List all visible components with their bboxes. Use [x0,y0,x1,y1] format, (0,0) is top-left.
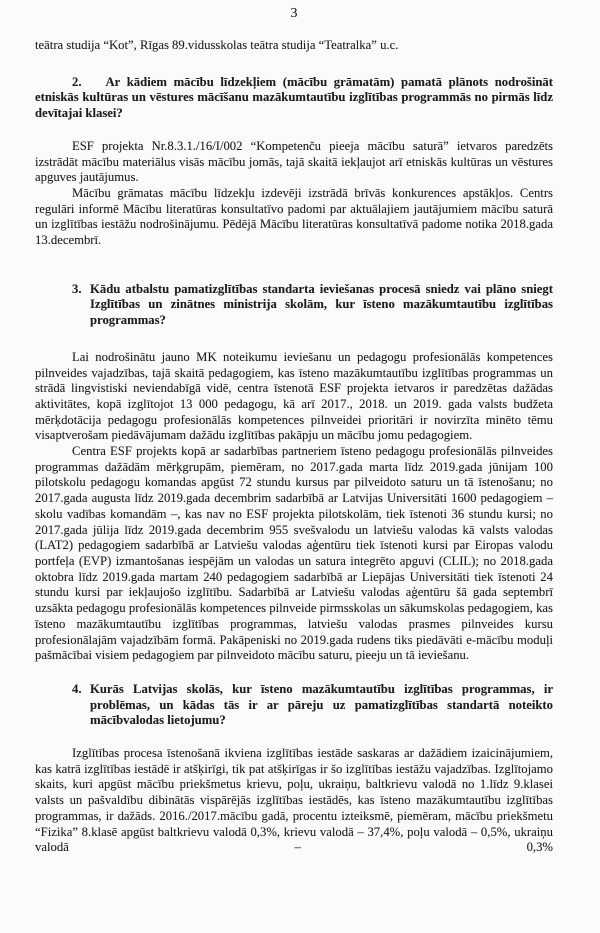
question-3-number: 3. [72,281,82,296]
question-4 [35,682,553,729]
page-number: 3 [290,6,298,21]
answer-3-paragraph-2: Centra ESF projekts kopā ar sadarbības partneriem īsteno pedagogu profesionālās pilnveides programmas dažādām mērķgrupām, piemēram, no 2017.gada marta līdz 2019.gada jūnijam 100 pilotskolu pedagogu komandas apgūst 72 stundu kursus par pilveidoto saturu un tā īstenošanu; no 2017.gada augusta līdz 2019.gada decembrim sadarbībā ar Latvijas Universitāti 1600 pedagogiem – skolu vadības komandām –, kas nav no ESF projekta pilotskolām, tiek īstenoti 36 stundu kursi; no 2017.gada jūlija līdz 2019.gada decembrim 955 svešvalodu un latviešu valodas kā valsts valodas (LAT2) pedagogiem sadarbībā ar Latviešu valodas aģentūru tiek īstenoti kursi par Eiropas valodu portfeļa (EVP) izmantošanas iespējām un valodas un satura integrēto apguvi (CLIL); no 2018.gada oktobra līdz 2019.gada martam 240 pedagogiem sadarbībā ar Liepājas Universitāti tiek īstenoti 24 stundu kursi par iekļaujošo izglītību. Sadarbībā ar Latviešu valodas aģentūru šā gada septembrī uzsākta pedagogu profesionālās kompetences pilnveide pirmsskolas un sākumskolas pedagogiem, kas īsteno mazākumtautību izglītības programmas, latviešu valodas prasmes pilnveides kursu profesionālajām vajadzībām formā. Pakāpeniski no 2019.gada rudens tiks piedāvāti e-mācību moduļi pašmācībai visiem pedagogiem par pilnveidoto mācību saturu, pieeju un tā ieviešanu. [35,444,553,663]
answer-4-paragraph-1: Izglītības procesa īstenošanā ikviena izglītības iestāde saskaras ar dažādiem izaicinājumiem, kas katrā izglītības iestādē ir atšķirīgi, tik pat atšķirīgas ir šo izglītības iestāžu vajadzības. Izglītojamo skaits, kuri apgūst mācību priekšmetus krievu, poļu, ukraiņu, baltkrievu valodā no 1.līdz 9.klasei valsts un pašvaldību dibinātās vispārējās izglītības iestādēs, kas īsteno mazākumtautību izglītības programmas, ir dažāds. 2016./2017.mācību gadā, procentu izteiksmē, piemēram, mācību priekšmetu “Fizika” 8.klasē apgūst baltkrievu valodā 0,3%, krievu valodā – 37,4%, poļu valodā – 0,5%, ukraiņu valodā – 0,3% [35,746,553,855]
answer-2-paragraph-2: Mācību grāmatas mācību līdzekļu izdevēji izstrādā brīvās konkurences apstākļos. Centrs regulāri informē Mācību literatūras konsultatīvo padomi par aktuālajiem jautājumiem mācību saturā un izglītības iestāžu nodrošinājumu. Pēdējā Mācību literatūras konsultatīvā padome notika 2018.gada 13.decembrī. [35,185,553,248]
answer-2-paragraph-1: ESF projekta Nr.8.3.1./16/I/002 “Kompetenču pieeja mācību saturā” ietvaros paredzēts izstrādāt mācību materiālus visās mācību jomās, tajā skaitā iekļaujot arī etniskās kultūras un vēstures apguves jautājumus. [35,138,553,185]
question-4-number: 4. [72,681,82,696]
answer-3-paragraph-1: Lai nodrošinātu jauno MK noteikumu ieviešanu un pedagogu profesionālās kompetences pilnveides vajadzības, tajā skaitā pedagogiem, kas īsteno mazākumtautību izglītības programmas un strādā lingvistiski neviendabīgā vidē, centra īstenotā ESF projekta ietvaros ir paredzētas dažādas aktivitātes, kopā izglītojot 13 000 pedagogu, kā arī 2017., 2018. un 2019. gada valsts budžeta mērķdotācija pedagogu profesionālās kompetences pilnveidei prioritāri ir novirzīta minēto tēmu visaptverošam piedāvājumam dažādu izglītības pakāpju un mācību jomu pedagogiem. [35,349,553,443]
question-2 [35,75,553,122]
question-2-text: Ar kādiem mācību līdzekļiem (mācību grāmatām) pamatā plānots nodrošināt etniskās kultūras un vēstures mācīšanu mazākumtautību izglītības programmās no pirmās līdz devītajai klasei? [35,74,553,121]
paragraph-intro: teātra studija “Kot”, Rīgas 89.vidusskolas teātra studija “Teatralka” u.c. [35,38,399,52]
question-3-text: Kādu atbalstu pamatizglītības standarta ieviešanas procesā sniedz vai plāno sniegt Izglītības un zinātnes ministrija skolām, kur īsteno mazākumtautību izglītības programmas? [90,281,553,328]
question-4-text: Kurās Latvijas skolās, kur īsteno mazākumtautību izglītības programmas, ir problēmas, un kādas tās ir ar pāreju uz pamatizglītības standartā noteikto mācībvalodas lietojumu? [90,681,553,728]
question-2-number: 2. [72,74,82,89]
question-3 [35,282,553,329]
